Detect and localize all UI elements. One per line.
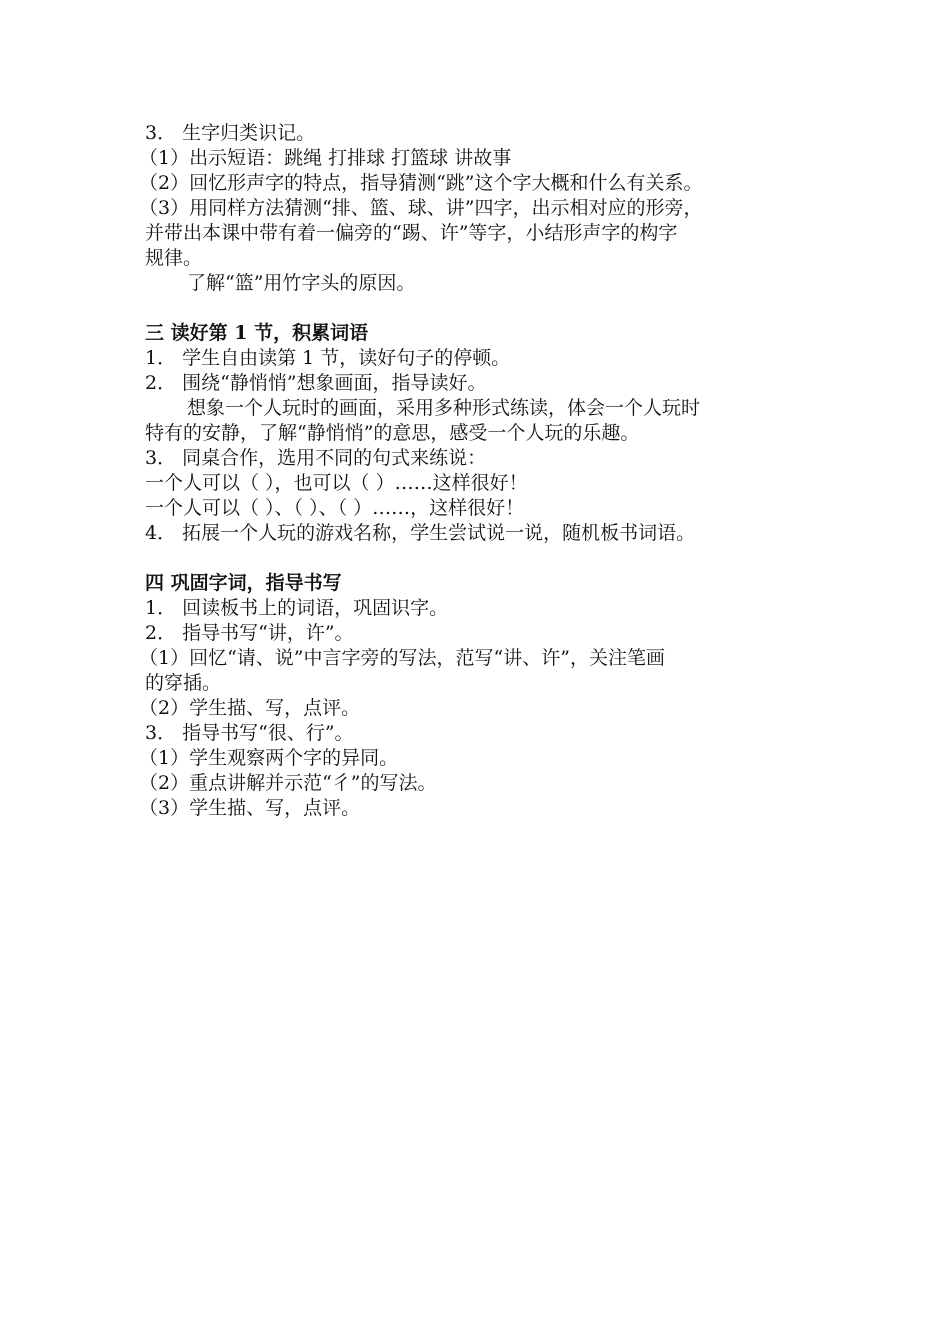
paragraph-line: 的穿插。 [145, 672, 222, 694]
sub-item: （3）用同样方法猜测“排、篮、球、讲”四字，出示相对应的形旁， [139, 197, 703, 219]
paragraph-line: 并带出本课中带有着一偏旁的“踢、许”等字，小结形声字的构字 [145, 222, 678, 244]
sub-item: （2）回忆形声字的特点，指导猜测“跳”这个字大概和什么有关系。 [139, 172, 703, 194]
paragraph-line: 了解“篮”用竹字头的原因。 [187, 272, 416, 294]
list-item: 3． 生字归类识记。 [145, 122, 316, 144]
list-item: 2． 指导书写“讲，许”。 [145, 622, 354, 644]
list-item: 4． 拓展一个人玩的游戏名称，学生尝试说一说，随机板书词语。 [145, 522, 696, 544]
sub-item: （2）重点讲解并示范“彳”的写法。 [139, 772, 437, 794]
document-page [139, 121, 835, 821]
sub-item: （1）出示短语：跳绳 打排球 打篮球 讲故事 [139, 147, 512, 169]
sentence-pattern: 一个人可以（ ）、（ ）、（ ）……，这样很好！ [145, 497, 525, 519]
sub-item: （1）学生观察两个字的异同。 [139, 747, 399, 769]
spacer [145, 296, 835, 321]
sub-item: （2）学生描、写，点评。 [139, 697, 361, 719]
paragraph-line: 规律。 [145, 247, 203, 269]
sentence-pattern: 一个人可以（ ），也可以（ ）……这样很好！ [145, 472, 528, 494]
section-heading: 四 巩固字词，指导书写 [145, 572, 342, 594]
paragraph-line: 想象一个人玩时的画面，采用多种形式练读，体会一个人玩时 [187, 397, 701, 419]
list-item: 3． 同桌合作，选用不同的句式来练说： [145, 447, 487, 469]
list-item: 2． 围绕“静悄悄”想象画面，指导读好。 [145, 372, 487, 394]
list-item: 1． 学生自由读第 1 节，读好句子的停顿。 [145, 347, 511, 369]
section-heading: 三 读好第 1 节，积累词语 [145, 322, 369, 344]
spacer [145, 546, 835, 571]
sub-item: （3）学生描、写，点评。 [139, 797, 361, 819]
sub-item: （1）回忆“请、说”中言字旁的写法，范写“讲、许”，关注笔画 [139, 647, 665, 669]
paragraph-line: 特有的安静，了解“静悄悄”的意思，感受一个人玩的乐趣。 [145, 422, 640, 444]
list-item: 1． 回读板书上的词语，巩固识字。 [145, 597, 449, 619]
list-item: 3． 指导书写“很、行”。 [145, 722, 354, 744]
